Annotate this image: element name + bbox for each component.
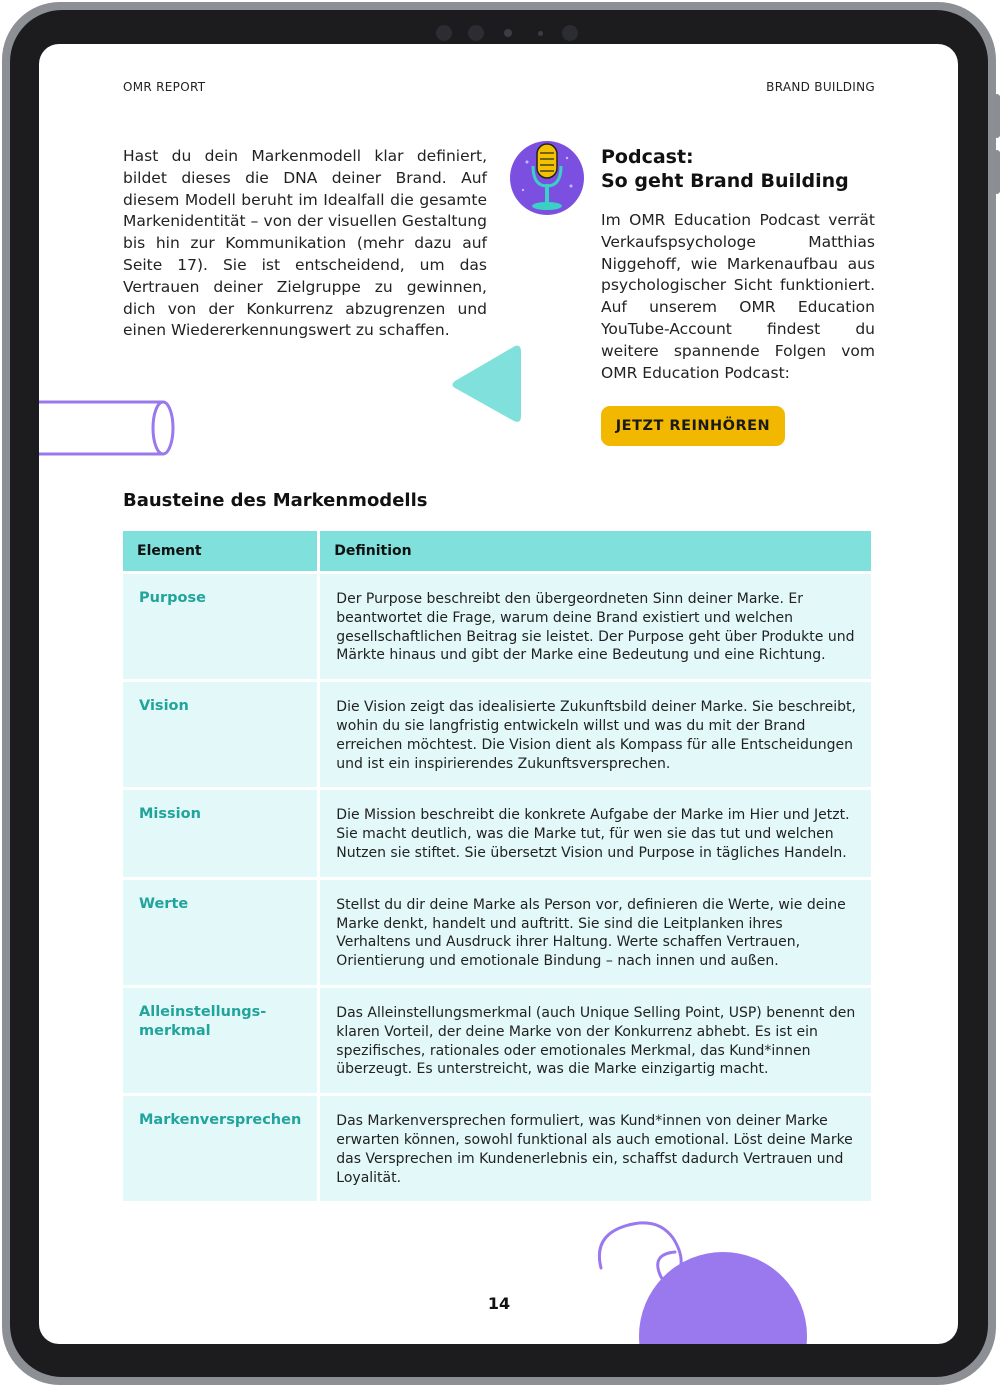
- purple-blob-decoration: [587, 1216, 827, 1344]
- element-name: Werte: [123, 880, 317, 985]
- light-sensor-icon: [538, 31, 543, 36]
- podcast-title-line: Podcast:: [601, 146, 694, 168]
- element-name: Alleinstellungsmerkmal: [123, 988, 317, 1093]
- element-definition: Stellst du dir deine Marke als Person vor, definieren die Werte, wie deine Marke denkt, handelt und auftritt. Sie sind die Leitplanken ihres Verhaltens und Ausdruck ihrer Haltung. Werte schaffen Vertrauen, Orientierung und emotionale Bindung – nach innen und außen.: [320, 880, 871, 985]
- element-definition: Der Purpose beschreibt den übergeordneten Sinn deiner Marke. Er beantwortet die Frage, warum deine Brand existiert und welchen gesellschaftlichen Beitrag sie leistet. Der Purpose geht über Produkte und Märkte hinaus und gibt der Marke eine Bedeutung und eine Richtung.: [320, 574, 871, 679]
- cylinder-decoration: [39, 399, 179, 459]
- table-row: [123, 574, 871, 679]
- volume-button: [994, 94, 1000, 138]
- table-row: [123, 1096, 871, 1201]
- running-header-left: OMR REPORT: [123, 80, 206, 94]
- element-name: Mission: [123, 790, 317, 876]
- intro-paragraph: Hast du dein Markenmodell klar definiert, bildet dieses die DNA deiner Brand. Auf diesem Modell beruht im Idealfall die gesamte Markenidentität – von der visuellen Gestaltung bis hin zur Kommunikation (mehr dazu auf Seite 17). Sie ist entscheidend, um das Vertrauen deiner Zielgruppe zu gewinnen, dich von der Konkurrenz abzugrenzen und einen Wiedererkennungswert zu schaffen.: [123, 147, 487, 340]
- sensor-icon: [562, 25, 578, 41]
- column-header: Element: [123, 531, 317, 571]
- table-header-row: [123, 531, 871, 571]
- element-name: Markenversprechen: [123, 1096, 317, 1201]
- column-header: Definition: [320, 531, 871, 571]
- microphone-icon: [509, 140, 585, 216]
- camera-bar: [430, 22, 590, 44]
- podcast-title-line: So geht Brand Building: [601, 170, 849, 192]
- element-definition: Die Vision zeigt das idealisierte Zukunftsbild deiner Marke. Sie beschreibt, wohin du sie langfristig entwickeln willst und was du mit der Brand erreichen möchtest. Die Vision dient als Kompass für alle Entscheidungen und ist ein inspirierendes Zukunftsversprechen.: [320, 682, 871, 787]
- element-name: Vision: [123, 682, 317, 787]
- podcast-title: [601, 145, 881, 193]
- element-definition: Das Alleinstellungsmerkmal (auch Unique Selling Point, USP) benennt den klaren Vorteil, der deine Marke von der Konkurrenz abhebt. Es ist ein spezifisches, rationales oder emotionales Merkmal, das Kund*innen überzeugt. Es unterstreicht, was die Marke einzigartig macht.: [320, 988, 871, 1093]
- sensor-icon: [468, 25, 484, 41]
- brand-model-table: [120, 528, 874, 1204]
- triangle-decoration: [447, 342, 527, 426]
- page: [39, 44, 958, 1344]
- running-header-right: BRAND BUILDING: [766, 80, 875, 94]
- volume-button: [994, 150, 1000, 194]
- element-name: Purpose: [123, 574, 317, 679]
- podcast-text: Im OMR Education Podcast verrät Verkaufspsychologe Matthias Niggehoff, wie Markenaufbau aus psychologischer Sicht funktioniert. Auf unserem OMR Education YouTube-Account findest du weitere spannende Folgen vom OMR Education Podcast:: [601, 211, 875, 382]
- sensor-icon: [436, 25, 452, 41]
- table-row: [123, 988, 871, 1093]
- listen-now-button[interactable]: JETZT REINHÖREN: [601, 406, 785, 446]
- table-row: [123, 790, 871, 876]
- element-definition: Das Markenversprechen formuliert, was Kund*innen von deiner Marke erwarten können, sowohl funktional als auch emotional. Löst deine Marke das Versprechen im Kundenerlebnis ein, schaffst dadurch Vertrauen und Loyalität.: [320, 1096, 871, 1201]
- camera-icon: [504, 29, 512, 37]
- table-title: Bausteine des Markenmodells: [123, 490, 428, 511]
- table-row: [123, 880, 871, 985]
- element-definition: Die Mission beschreibt die konkrete Aufgabe der Marke im Hier und Jetzt. Sie macht deutlich, was die Marke tut, für wen sie das tut und welchen Nutzen sie stiftet. Sie übersetzt Vision und Purpose in tägliches Handeln.: [320, 790, 871, 876]
- page-number: 14: [487, 1294, 511, 1313]
- table-row: [123, 682, 871, 787]
